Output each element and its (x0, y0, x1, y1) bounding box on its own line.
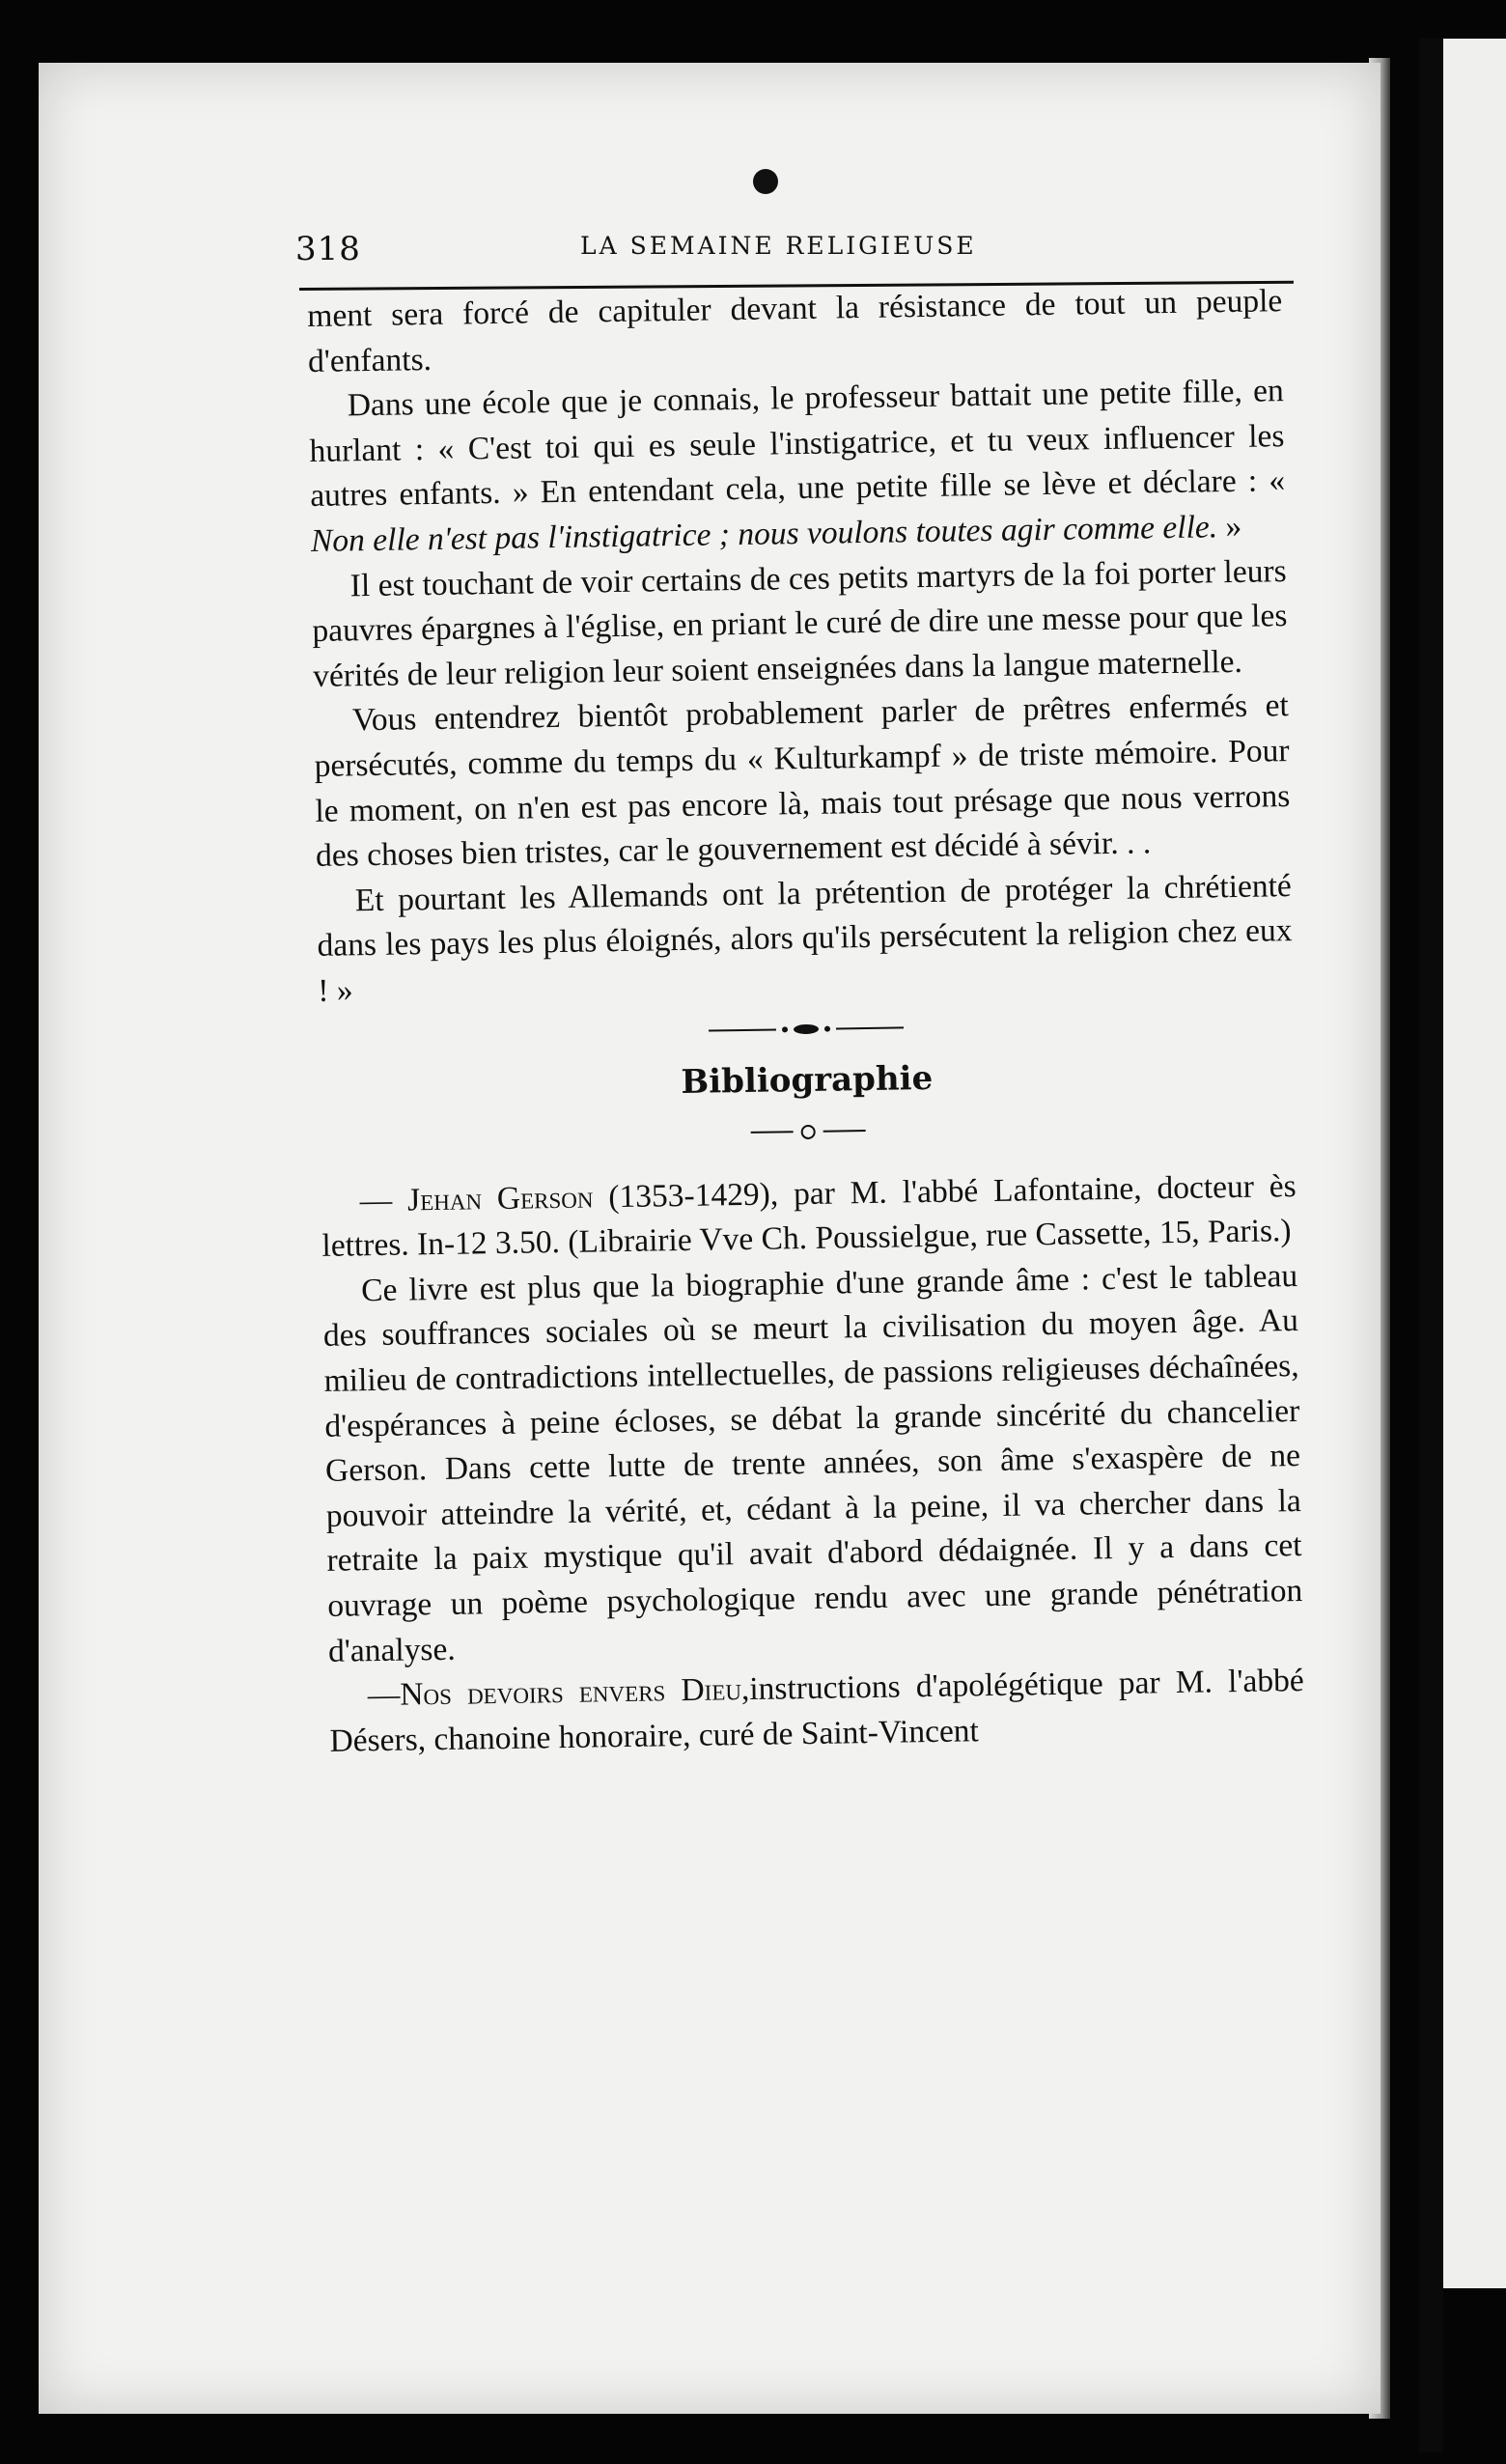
paragraph-school-anecdote (308, 369, 1286, 564)
separator-dot (824, 1025, 830, 1031)
bibliography-entry-gerson (321, 1164, 1297, 1270)
entry-details: ,instructions d'apolégétique par M. l'abbé Désers, chanoine honoraire, curé de Saint-Vincent (329, 1663, 1304, 1759)
running-head: LA SEMAINE RELIGIEUSE (580, 232, 977, 260)
closing-quote: » (1216, 508, 1242, 546)
separator-dot (782, 1026, 788, 1032)
facing-page-edge (1443, 39, 1506, 2288)
paragraph-martyrs: Il est touchant de voir certains de ces petits martyrs de la foi porter leurs pauvres épargnes à l'église, en priant le curé de dire une messe pour que les vérités de leur religion leur soient enseignées dans la langue maternelle. (312, 552, 1288, 694)
entry-dash: — (359, 1182, 408, 1218)
separator-ring (800, 1125, 815, 1139)
entry-title: Nos devoirs envers Dieu (400, 1671, 742, 1713)
page-body (307, 279, 1305, 1764)
paragraph-text: Dans une école que je connais, le professeur battait une petite fille, en hurlant : « C'est toi qui es seule l'instigatrice, et tu veux influencer les autres enfants. » En entendant cela, une petite fille se lève et déclare : « (309, 373, 1286, 515)
entry-details: (1353-1429), par M. l'abbé Lafontaine, docteur ès lettres. In-12 3.50. (Librairie Vve Ch. Poussielgue, rue Cassette, 15, Paris.) (321, 1167, 1297, 1265)
ink-blot-ornament (753, 169, 778, 194)
separator-lozenge (794, 1024, 819, 1034)
separator-line (836, 1026, 904, 1029)
separator-line (709, 1028, 776, 1031)
separator-line (823, 1130, 865, 1133)
entry-dash: — (367, 1676, 401, 1714)
binding-gap (1419, 39, 1443, 2452)
italic-quote: Non elle n'est pas l'instigatrice ; nous voulons toutes agir comme elle. (310, 509, 1218, 559)
entry-description: Ce livre est plus que la biographie d'une grande âme : c'est le tableau des souffrances sociales où se meurt la civilisation du moyen âge. Au milieu de contradictions intellectuelles, de passions religieuses déchaînées, d'espérances à peine écloses, se débat la grande sincérité du chancelier Gerson. Dans cette lutte de trente années, son âme s'exaspère de ne pouvoir atteindre la vérité, et, cédant à la peine, il va chercher dans la retraite la paix mystique qu'il avait d'abord dédaignée. Il y a dans cet ouvrage un poème psychologique rendu avec une grande pénétration d'analyse. (322, 1257, 1303, 1669)
separator-line (750, 1132, 793, 1134)
paragraph-germans: Et pourtant les Allemands ont la prétention de protéger la chrétienté dans les pays les plus éloignés, alors qu'ils persécutent la religion chez eux ! » (317, 867, 1293, 1009)
section-title: Bibliographie (681, 1059, 934, 1103)
page-number: 318 (295, 230, 361, 268)
paragraph-kulturkampf: Vous entendrez bientôt probablement parler de prêtres enfermés et persécutés, comme du temps du « Kulturkampf » de triste mémoire. Pour le moment, on n'en est pas encore là, mais tout présage que nous verrons des choses bien tristes, car le gouvernement est décidé à sévir. . . (314, 687, 1291, 875)
entry-title: Jehan Gerson (406, 1179, 594, 1218)
bibliography-entry-devoirs (328, 1659, 1304, 1764)
page-header (295, 220, 1290, 288)
paragraph-continuation: ment sera forcé de capituler devant la résistance de tout un peuple d'enfants. (307, 283, 1283, 379)
